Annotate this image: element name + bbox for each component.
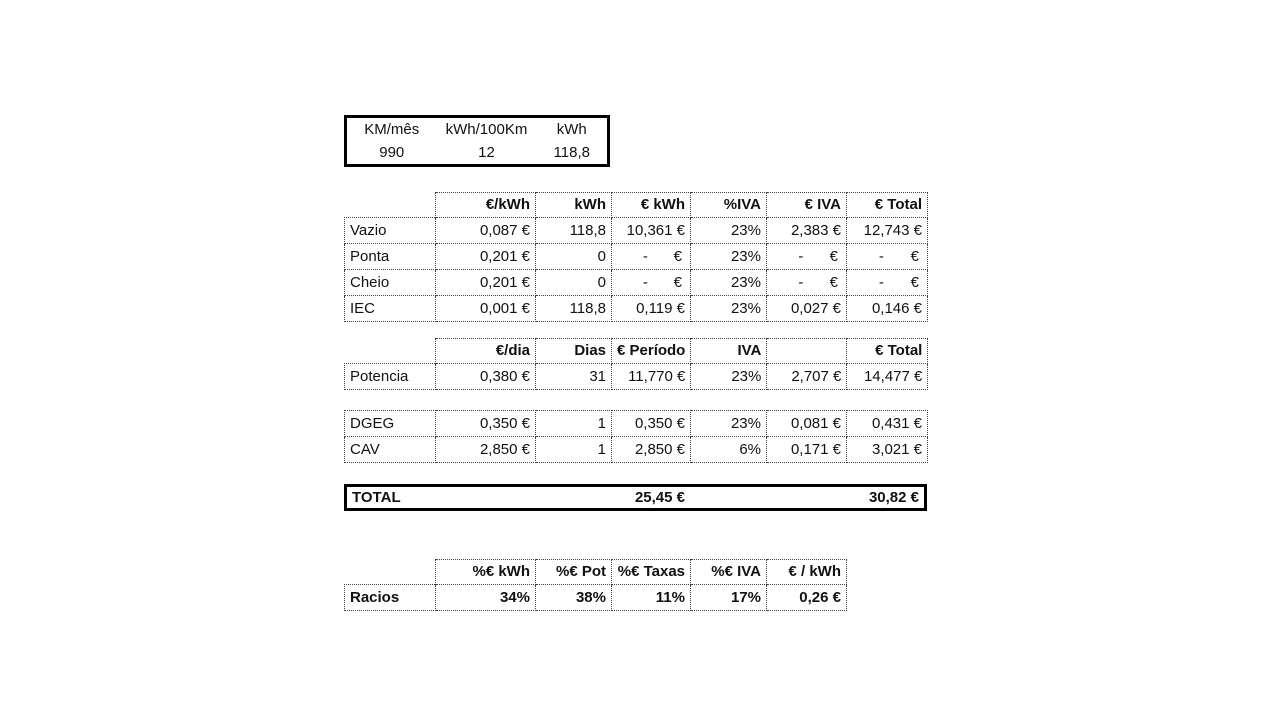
header-pct-eur-kwh: %€ kWh [436,560,536,585]
table-cell: 0,119 € [612,296,691,322]
table-cell: 0 [536,244,612,270]
table-cell: 23% [691,364,767,390]
header-blank [767,339,847,364]
row-label-cav: CAV [345,437,436,463]
row-label-potencia: Potencia [345,364,436,390]
power-header-row [345,339,928,364]
kwh-header: kWh [556,121,587,138]
table-cell: 0,171 € [767,437,847,463]
table-row-cheio [345,270,928,296]
header-eur-per-kwh: €/kWh [436,193,536,218]
table-cell: 0,350 € [436,411,536,437]
table-cell: 23% [691,270,767,296]
table-row-cav [345,437,928,463]
header-eur-iva: € IVA [767,193,847,218]
energy-header-row [345,193,928,218]
ratios-table [344,559,847,611]
table-cell: 31 [536,364,612,390]
header-eur-total: € Total [847,339,928,364]
table-cell: 23% [691,296,767,322]
blank-corner-cell [345,193,436,218]
blank-corner-cell [345,339,436,364]
table-row-potencia [345,364,928,390]
table-cell: 14,477 € [847,364,928,390]
header-eur-per-kwh-ratio: € / kWh [767,560,847,585]
table-cell: 118,8 [536,296,612,322]
table-row-dgeg [345,411,928,437]
table-cell: - € [767,270,847,296]
row-label-cheio: Cheio [345,270,436,296]
header-eur-periodo: € Período [612,339,691,364]
table-cell: 34% [436,585,536,611]
header-kwh: kWh [536,193,612,218]
table-cell: 11,770 € [612,364,691,390]
header-eur-per-day: €/dia [436,339,536,364]
table-cell: - € [847,244,928,270]
table-cell: 3,021 € [847,437,928,463]
table-row-racios [345,585,847,611]
table-cell: 2,850 € [612,437,691,463]
table-cell: 0,027 € [767,296,847,322]
table-cell: - € [767,244,847,270]
table-row-ponta [345,244,928,270]
table-cell: 23% [691,244,767,270]
table-cell: 0,26 € [767,585,847,611]
row-label-vazio: Vazio [345,218,436,244]
table-cell: 1 [536,437,612,463]
table-cell: 0,350 € [612,411,691,437]
table-cell: 2,383 € [767,218,847,244]
taxes-table [344,410,928,463]
header-dias: Dias [536,339,612,364]
table-cell: 0 [536,270,612,296]
consumption-box [344,115,610,167]
row-label-racios: Racios [345,585,436,611]
header-pct-eur-taxas: %€ Taxas [612,560,691,585]
table-cell: 2,707 € [767,364,847,390]
table-cell: 6% [691,437,767,463]
header-pct-eur-iva: %€ IVA [691,560,767,585]
row-label-dgeg: DGEG [345,411,436,437]
kwh-per-100km-value: 12 [478,144,495,161]
table-cell: 0,380 € [436,364,536,390]
table-row-vazio [345,218,928,244]
blank-corner-cell [345,560,436,585]
table-row-iec [345,296,928,322]
header-eur-total: € Total [847,193,928,218]
total-value: 30,82 € [868,489,919,506]
table-cell: 0,431 € [847,411,928,437]
table-cell: 0,087 € [436,218,536,244]
table-cell: 0,201 € [436,270,536,296]
table-cell: 0,001 € [436,296,536,322]
table-cell: 11% [612,585,691,611]
table-cell: 12,743 € [847,218,928,244]
table-cell: 1 [536,411,612,437]
table-cell: 23% [691,218,767,244]
header-eur-kwh: € kWh [612,193,691,218]
table-cell: 118,8 [536,218,612,244]
total-subtotal-value: 25,45 € [634,489,685,506]
row-label-ponta: Ponta [345,244,436,270]
table-cell: - € [612,270,691,296]
table-cell: 0,146 € [847,296,928,322]
consumption-header-row [346,117,609,142]
km-per-month-header: KM/mês [364,121,420,138]
table-cell: 0,201 € [436,244,536,270]
energy-table [344,192,928,322]
table-cell: 0,081 € [767,411,847,437]
total-label: TOTAL [352,489,401,506]
row-label-iec: IEC [345,296,436,322]
kwh-per-100km-header: kWh/100Km [445,121,528,138]
header-pct-eur-pot: %€ Pot [536,560,612,585]
table-cell: - € [612,244,691,270]
table-cell: 17% [691,585,767,611]
table-cell: 38% [536,585,612,611]
total-row [344,484,927,511]
consumption-value-row [346,141,609,166]
power-table [344,338,928,390]
ratios-header-row [345,560,847,585]
kwh-value: 118,8 [553,144,590,161]
header-pct-iva: %IVA [691,193,767,218]
table-cell: - € [847,270,928,296]
km-per-month-value: 990 [379,144,405,161]
table-cell: 10,361 € [612,218,691,244]
table-cell: 2,850 € [436,437,536,463]
table-cell: 23% [691,411,767,437]
header-iva: IVA [691,339,767,364]
